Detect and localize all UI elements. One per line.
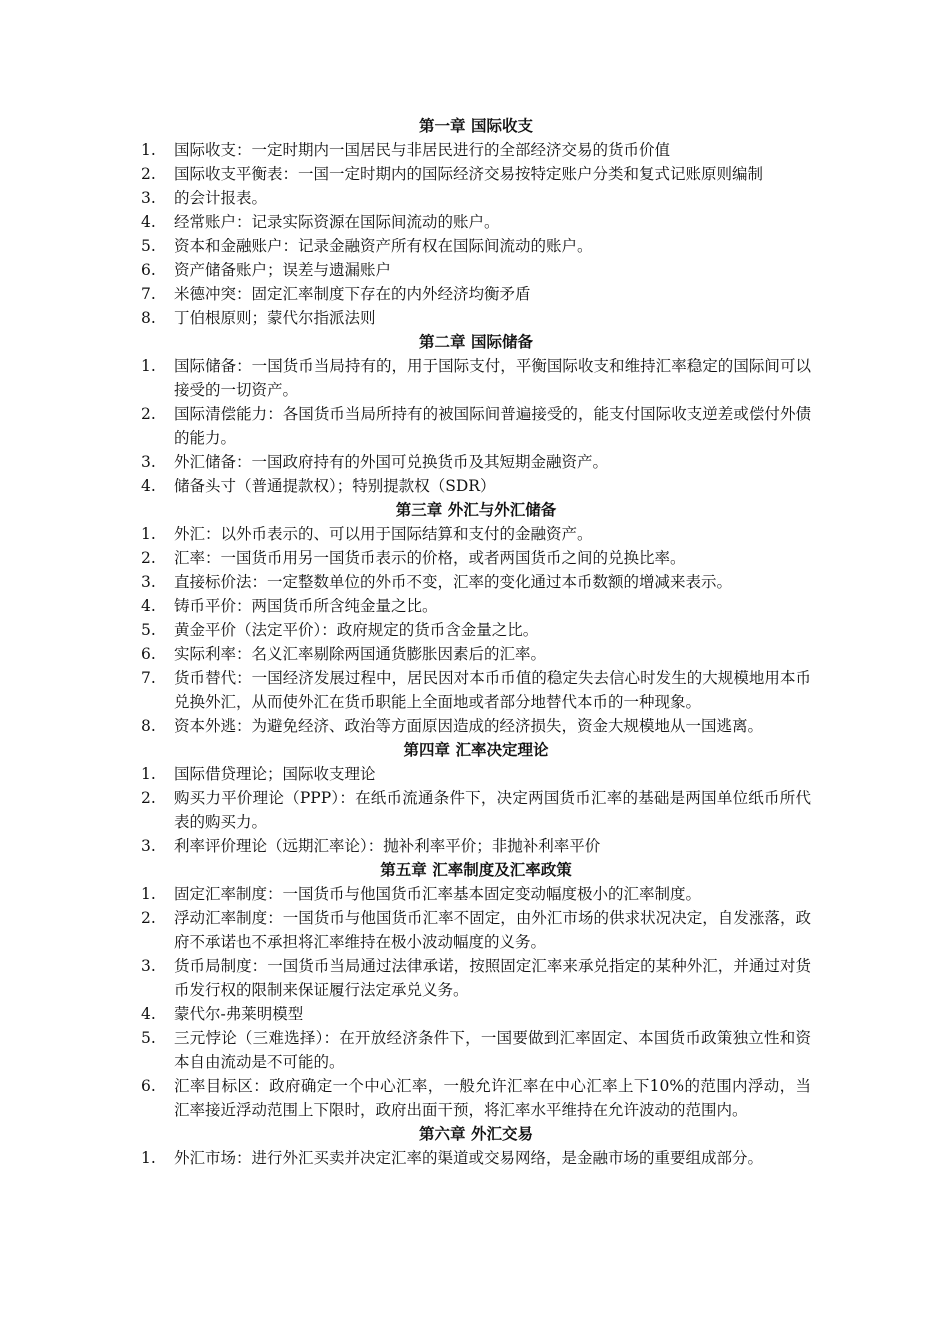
item-number: 2. xyxy=(141,789,156,807)
item-text: 蒙代尔-弗莱明模型 xyxy=(174,1005,304,1023)
item-text: 黄金平价（法定平价）：政府规定的货币含金量之比。 xyxy=(174,621,539,639)
item-number: 3. xyxy=(141,573,156,591)
item-number: 3. xyxy=(141,957,156,975)
item-number: 1. xyxy=(141,525,156,543)
list-item xyxy=(141,954,811,1002)
item-text: 国际清偿能力：各国货币当局所持有的被国际间普遍接受的，能支付国际收支逆差或偿付外债的能力。 xyxy=(174,405,811,447)
item-number: 8. xyxy=(141,717,156,735)
chapter-section xyxy=(141,498,811,738)
item-number: 5. xyxy=(141,1029,156,1047)
term-list xyxy=(141,138,811,330)
list-item xyxy=(141,570,811,594)
item-text: 固定汇率制度：一国货币与他国货币汇率基本固定变动幅度极小的汇率制度。 xyxy=(174,885,702,903)
item-number: 1. xyxy=(141,765,156,783)
item-number: 3. xyxy=(141,189,156,207)
item-number: 2. xyxy=(141,549,156,567)
list-item xyxy=(141,474,811,498)
chapter-title: 第二章 国际储备 xyxy=(419,332,533,351)
list-item xyxy=(141,546,811,570)
list-item xyxy=(141,354,811,402)
item-number: 2. xyxy=(141,405,156,423)
list-item xyxy=(141,1074,811,1122)
item-number: 3. xyxy=(141,453,156,471)
item-number: 5. xyxy=(141,621,156,639)
list-item xyxy=(141,594,811,618)
list-item xyxy=(141,1002,811,1026)
item-text: 汇率：一国货币用另一国货币表示的价格，或者两国货币之间的兑换比率。 xyxy=(174,549,686,567)
item-text: 货币局制度：一国货币当局通过法律承诺，按照固定汇率来承兑指定的某种外汇，并通过对货币发行权的限制来保证履行法定承兑义务。 xyxy=(174,957,811,999)
item-text: 国际储备：一国货币当局持有的，用于国际支付，平衡国际收支和维持汇率稳定的国际间可以接受的一切资产。 xyxy=(174,357,811,399)
item-text: 货币替代：一国经济发展过程中，居民因对本币币值的稳定失去信心时发生的大规模地用本币兑换外汇，从而使外汇在货币职能上全面地或者部分地替代本币的一种现象。 xyxy=(174,669,811,711)
chapter-section xyxy=(141,1122,811,1170)
item-text: 的会计报表。 xyxy=(174,189,268,207)
list-item xyxy=(141,258,811,282)
item-text: 浮动汇率制度：一国货币与他国货币汇率不固定，由外汇市场的供求状况决定，自发涨落，政府不承诺也不承担将汇率维持在极小波动幅度的义务。 xyxy=(174,909,811,951)
list-item xyxy=(141,234,811,258)
item-number: 1. xyxy=(141,885,156,903)
item-text: 国际收支：一定时期内一国居民与非居民进行的全部经济交易的货币价值 xyxy=(174,141,671,159)
list-item xyxy=(141,714,811,738)
item-text: 国际收支平衡表：一国一定时期内的国际经济交易按特定账户分类和复式记账原则编制 xyxy=(174,165,764,183)
chapter-section xyxy=(141,858,811,1122)
chapter-title: 第一章 国际收支 xyxy=(419,116,533,135)
item-text: 资产储备账户；误差与遗漏账户 xyxy=(174,261,392,279)
item-text: 铸币平价：两国货币所含纯金量之比。 xyxy=(174,597,438,615)
item-text: 外汇储备：一国政府持有的外国可兑换货币及其短期金融资产。 xyxy=(174,453,609,471)
list-item xyxy=(141,906,811,954)
chapter-title: 第三章 外汇与外汇储备 xyxy=(395,500,557,519)
list-item xyxy=(141,402,811,450)
item-text: 国际借贷理论；国际收支理论 xyxy=(174,765,376,783)
list-item xyxy=(141,834,811,858)
item-number: 1. xyxy=(141,357,156,375)
item-number: 4. xyxy=(141,477,156,495)
chapter-title: 第四章 汇率决定理论 xyxy=(403,740,549,759)
item-number: 5. xyxy=(141,237,156,255)
item-text: 三元悖论（三难选择）：在开放经济条件下，一国要做到汇率固定、本国货币政策独立性和资本自由流动是不可能的。 xyxy=(174,1029,811,1071)
item-text: 资本和金融账户：记录金融资产所有权在国际间流动的账户。 xyxy=(174,237,593,255)
list-item xyxy=(141,1026,811,1074)
item-number: 4. xyxy=(141,1005,156,1023)
list-item xyxy=(141,282,811,306)
list-item xyxy=(141,450,811,474)
item-number: 7. xyxy=(141,669,156,687)
term-list xyxy=(141,354,811,498)
item-number: 4. xyxy=(141,597,156,615)
list-item xyxy=(141,786,811,834)
item-number: 2. xyxy=(141,165,156,183)
item-text: 外汇市场：进行外汇买卖并决定汇率的渠道或交易网络，是金融市场的重要组成部分。 xyxy=(174,1149,764,1167)
item-text: 汇率目标区：政府确定一个中心汇率，一般允许汇率在中心汇率上下10%的范围内浮动，当汇率接近浮动范围上下限时，政府出面干预，将汇率水平维持在允许波动的范围内。 xyxy=(174,1077,811,1119)
item-text: 经常账户：记录实际资源在国际间流动的账户。 xyxy=(174,213,500,231)
item-number: 2. xyxy=(141,909,156,927)
list-item xyxy=(141,762,811,786)
list-item xyxy=(141,1146,811,1170)
item-number: 3. xyxy=(141,837,156,855)
list-item xyxy=(141,306,811,330)
list-item xyxy=(141,210,811,234)
item-text: 米德冲突：固定汇率制度下存在的内外经济均衡矛盾 xyxy=(174,285,531,303)
item-text: 外汇：以外币表示的、可以用于国际结算和支付的金融资产。 xyxy=(174,525,593,543)
item-number: 6. xyxy=(141,261,156,279)
term-list xyxy=(141,762,811,858)
item-number: 1. xyxy=(141,141,156,159)
list-item xyxy=(141,642,811,666)
item-number: 6. xyxy=(141,645,156,663)
term-list xyxy=(141,1146,811,1170)
item-number: 1. xyxy=(141,1149,156,1167)
item-number: 4. xyxy=(141,213,156,231)
item-number: 8. xyxy=(141,309,156,327)
item-number: 7. xyxy=(141,285,156,303)
chapter-title: 第五章 汇率制度及汇率政策 xyxy=(380,860,572,879)
list-item xyxy=(141,618,811,642)
chapter-section xyxy=(141,738,811,858)
item-text: 储备头寸（普通提款权）；特别提款权（SDR） xyxy=(174,477,496,495)
document-body xyxy=(141,114,811,1170)
chapter-section xyxy=(141,114,811,330)
item-text: 丁伯根原则；蒙代尔指派法则 xyxy=(174,309,376,327)
chapter-section xyxy=(141,330,811,498)
item-text: 利率评价理论（远期汇率论）：抛补利率平价；非抛补利率平价 xyxy=(174,837,601,855)
chapter-title: 第六章 外汇交易 xyxy=(419,1124,533,1143)
item-text: 实际利率：名义汇率剔除两国通货膨胀因素后的汇率。 xyxy=(174,645,547,663)
list-item xyxy=(141,186,811,210)
list-item xyxy=(141,162,811,186)
item-text: 购买力平价理论（PPP）：在纸币流通条件下，决定两国货币汇率的基础是两国单位纸币所代表的购买力。 xyxy=(174,789,811,831)
term-list xyxy=(141,522,811,738)
list-item xyxy=(141,666,811,714)
list-item xyxy=(141,522,811,546)
list-item xyxy=(141,138,811,162)
item-text: 直接标价法：一定整数单位的外币不变，汇率的变化通过本币数额的增减来表示。 xyxy=(174,573,733,591)
list-item xyxy=(141,882,811,906)
item-number: 6. xyxy=(141,1077,156,1095)
item-text: 资本外逃：为避免经济、政治等方面原因造成的经济损失，资金大规模地从一国逃离。 xyxy=(174,717,764,735)
term-list xyxy=(141,882,811,1122)
